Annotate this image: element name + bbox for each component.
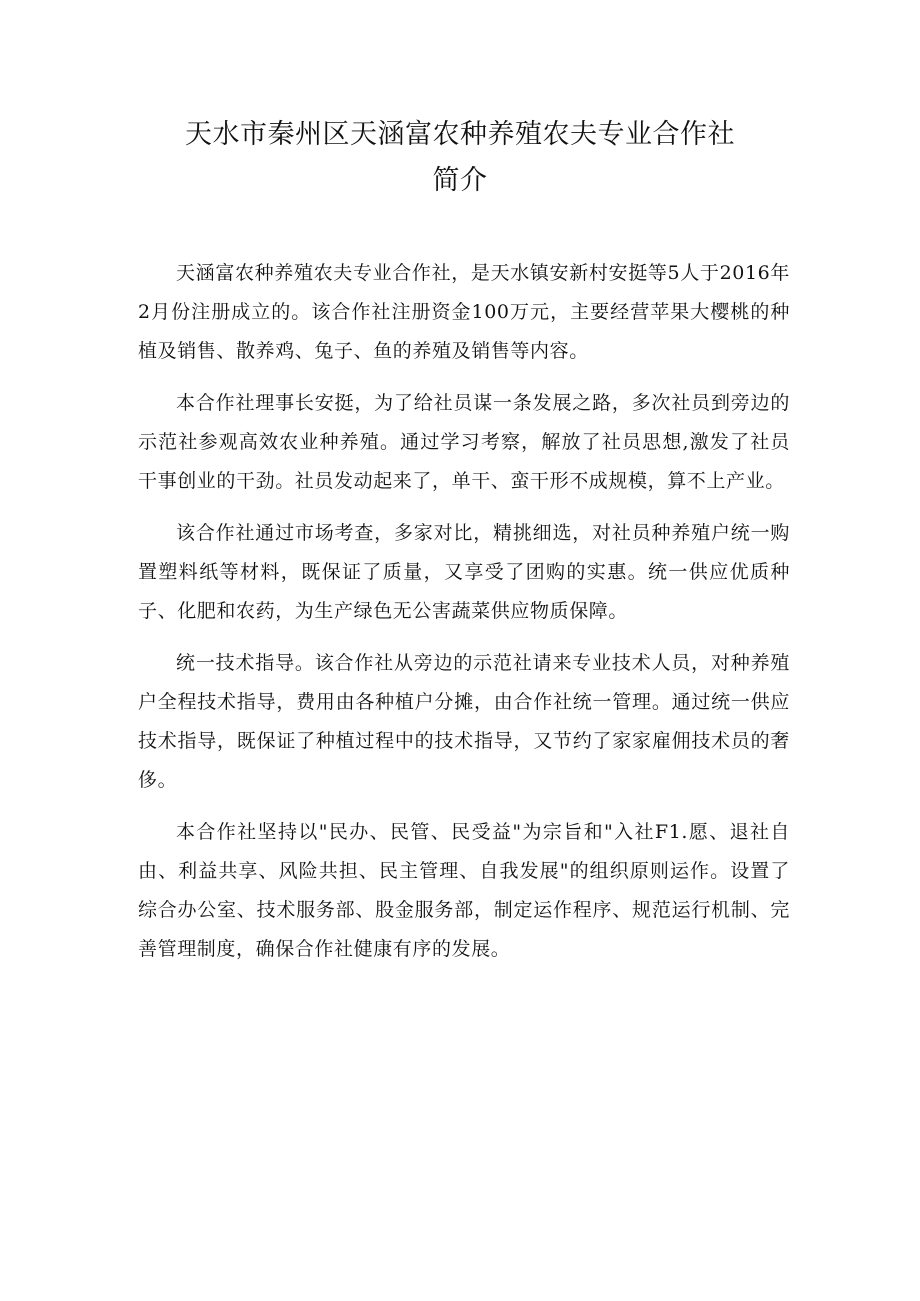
paragraph-procurement: 该合作社通过市场考查，多家对比，精挑细选，对社员种养殖户统一购置塑料纸等材料，既保证了质量，又享受了团购的实惠。统一供应优质种子、化肥和农药，为生产绿色无公害蔬菜供应物质保障。	[138, 522, 790, 622]
paragraph-technical-guidance: 统一技术指导。该合作社从旁边的示范社请来专业技术人员，对种养殖户全程技术指导，费用由各种植户分摊，由合作社统一管理。通过统一供应技术指导，既保证了种植过程中的技术指导，又节约了家家雇佣技术员的奢侈。	[138, 652, 790, 791]
paragraph-principles: 本合作社坚持以"民办、民管、民受益"为宗旨和"入社F1.愿、退社自由、利益共享、风险共担、民主管理、自我发展"的组织原则运作。设置了综合办公室、技术服务部、股金服务部，制定运作程序、规范运行机制、完善管理制度，确保合作社健康有序的发展。	[138, 821, 790, 960]
document-title	[0, 112, 920, 204]
document-body	[138, 254, 790, 982]
paragraph-intro: 天涵富农种养殖农夫专业合作社，是天水镇安新村安挺等5人于2016年2月份注册成立的。该合作社注册资金100万元，主要经营苹果大樱桃的种植及销售、散养鸡、兔子、鱼的养殖及销售等内容。	[138, 262, 790, 362]
title-line-1: 天水市秦州区天涵富农种养殖农夫专业合作社	[185, 119, 735, 150]
title-line-2: 简介	[432, 165, 488, 196]
paragraph-chairman: 本合作社理事长安挺，为了给社员谋一条发展之路，多次社员到旁边的示范社参观高效农业种养殖。通过学习考察，解放了社员思想,激发了社员干事创业的干劲。社员发动起来了，单干、蛮干形不成规模，算不上产业。	[138, 392, 790, 492]
